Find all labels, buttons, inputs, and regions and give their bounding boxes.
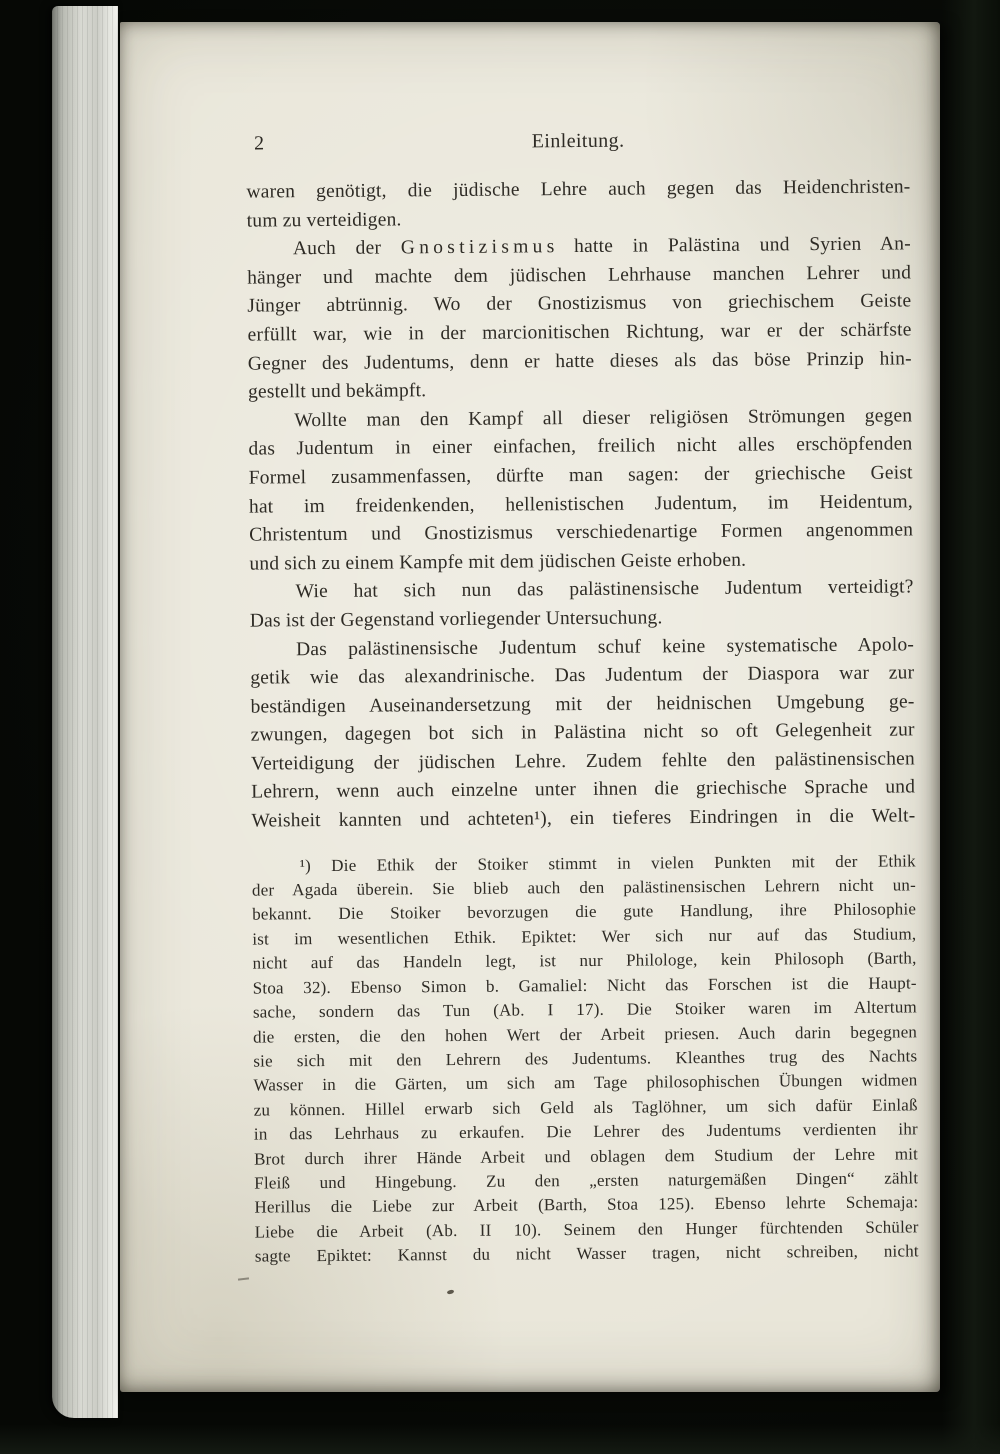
text-line: Auch der G n o s t i z i s m u s hatte in Palästina und Syrien An-: [292, 233, 911, 260]
text-line: Fleiß und Hingebung. Zu den „ersten naturgemäßen Dingen“ zählt: [254, 1168, 919, 1193]
text-line: Liebe die Arbeit (Ab. II 10). Seinem den Hunger fürchtenden Schüler: [254, 1217, 919, 1242]
page-content: [246, 127, 919, 1269]
text-line: zwungen, dagegen bot sich in Palästina nicht so oft Gelegenheit zur: [250, 719, 915, 746]
text-line: das Judentum in einer einfachen, freilich nicht alles erschöpfenden: [248, 433, 913, 460]
text-line: Jünger abtrünnig. Wo der Gnostizismus von griechischem Geiste: [247, 290, 912, 317]
text-line: und sich zu einem Kampfe mit dem jüdischen Geiste erhoben.: [249, 549, 747, 575]
ink-speck: [447, 1289, 455, 1295]
book-cover-bottom-edge: [0, 1424, 1000, 1454]
text-line: ist im wesentlichen Ethik. Epiktet: Wer sich nur auf das Studium,: [252, 924, 917, 949]
book-page: [120, 22, 940, 1392]
text-line: Wie hat sich nun das palästinensische Judentum verteidigt?: [295, 576, 914, 603]
text-line: Wollte man den Kampf all dieser religiösen Strömungen gegen: [294, 405, 913, 431]
text-line: gestellt und bekämpft.: [247, 380, 427, 403]
text-line: beständigen Auseinandersetzung mit der heidnischen Umgebung ge-: [250, 691, 915, 718]
text-line: sie sich mit den Lehrern des Judentums. Kleanthes trug des Nachts: [253, 1046, 918, 1071]
text-line: sagte Epiktet: Kannst du nicht Wasser tragen, nicht schreiben, nicht: [254, 1241, 919, 1266]
text-line: Gegner des Judentums, denn er hatte dieses als das böse Prinzip hin-: [247, 347, 912, 375]
text-line: Herillus die Liebe zur Arbeit (Barth, Stoa 125). Ebenso lehrte Schemaja:: [254, 1192, 919, 1217]
text-line: der Agada überein. Sie blieb auch den palästinensischen Lehrern nicht un-: [251, 875, 917, 900]
text-line: Weisheit kannten und achteten¹), ein tieferes Eindringen in die Welt-: [251, 805, 916, 832]
text-line: hänger und machte dem jüdischen Lehrhause manchen Lehrer und: [247, 262, 912, 289]
text-line: Christentum und Gnostizismus verschiedenartige Formen angenommen: [249, 519, 914, 546]
text-line: Das ist der Gegenstand vorliegender Untersuchung.: [249, 607, 663, 632]
text-line: sache, sondern das Tun (Ab. I 17). Die Stoiker waren im Altertum: [252, 997, 917, 1022]
text-line: in das Lehrhaus zu erkaufen. Die Lehrer des Judentums verdienten ihr: [253, 1119, 918, 1144]
text-line: bekannt. Die Stoiker bevorzugen die gute Handlung, ihre Philosophie: [252, 899, 917, 925]
text-line: Lehrern, wenn auch einzelne unter ihnen die griechische Sprache und: [251, 776, 916, 804]
running-title: Einleitung.: [531, 129, 625, 153]
text-line: Wasser in die Gärten, um sich am Tage philosophischen Übungen widmen: [253, 1070, 918, 1095]
text-line: zu können. Hillel erwarb sich Geld als Taglöhner, um sich dafür Einlaß: [253, 1095, 918, 1120]
text-line: Verteidigung der jüdischen Lehre. Zudem fehlte den palästinensischen: [250, 748, 916, 775]
page-stack-edge: [52, 6, 118, 1418]
text-line: nicht auf das Handeln legt, ist nur Philologe, kein Philosoph (Barth,: [252, 948, 917, 973]
text-line: erfüllt war, wie in der marcionitischen Richtung, war er der schärfste: [247, 319, 912, 346]
text-line: Stoa 32). Ebenso Simon b. Gamaliel: Nicht das Forschen ist die Haupt-: [252, 973, 917, 998]
margin-dash-mark: [238, 1277, 249, 1280]
page-number: 2: [254, 132, 265, 155]
footnote-text: [252, 849, 919, 1269]
text-line: waren genötigt, die jüdische Lehre auch gegen das Heidenchristen-: [246, 176, 911, 203]
text-line: getik wie das alexandrinische. Das Judentum der Diaspora war zur: [250, 662, 915, 689]
text-line: ¹) Die Ethik der Stoiker stimmt in vielen Punkten mit der Ethik: [299, 851, 916, 875]
book-cover-right-edge: [942, 0, 1000, 1454]
text-line: die ersten, die den hohen Wert der Arbeit priesen. Auch darin begegnen: [253, 1021, 918, 1047]
text-line: Brot durch ihrer Hände Arbeit und oblagen dem Studium der Lehre mit: [253, 1143, 919, 1169]
body-text: [246, 173, 915, 836]
text-line: Formel zusammenfassen, dürfte man sagen: der griechische Geist: [248, 462, 913, 489]
page-header: [246, 127, 910, 161]
text-line: Das palästinensische Judentum schuf keine systematische Apolo-: [295, 633, 915, 660]
text-line: tum zu verteidigen.: [246, 208, 402, 232]
text-line: hat im freidenkenden, hellenistischen Judentum, im Heidentum,: [248, 490, 914, 518]
